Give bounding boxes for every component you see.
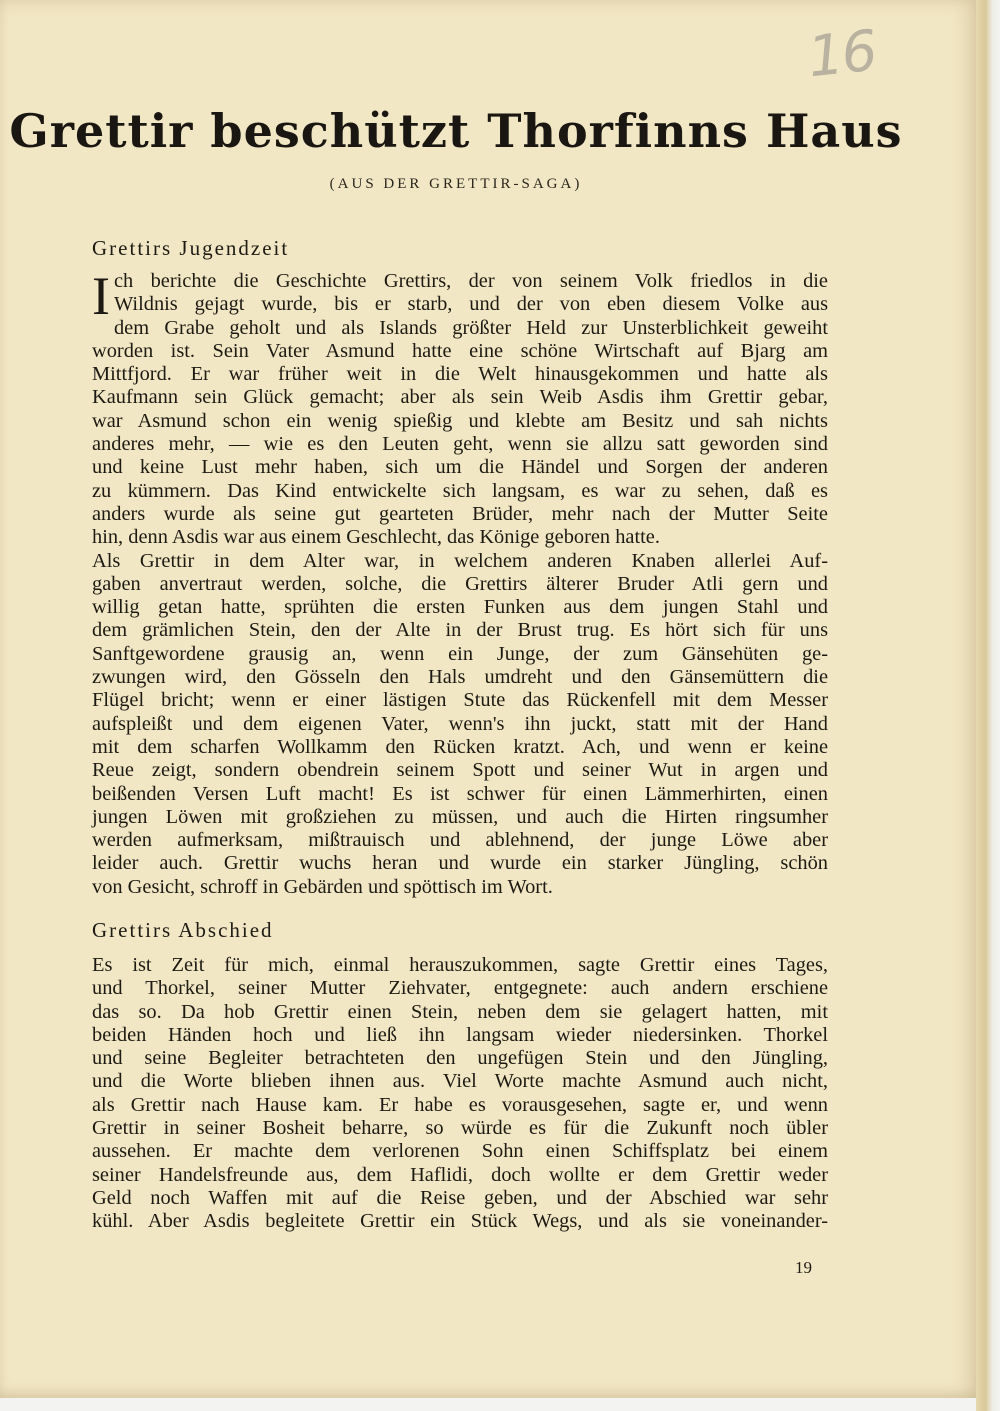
text-line: Es ist Zeit für mich, einmal herauszukommen, sagte Grettir eines Tages, <box>92 954 828 976</box>
text-line: Grettir in seiner Bosheit beharre, so würde es für die Zukunft noch übler <box>92 1117 828 1140</box>
section-heading-jugendzeit: Grettirs Jugendzeit <box>92 236 290 260</box>
text-line: worden ist. Sein Vater Asmund hatte eine schöne Wirtschaft auf Bjarg am <box>92 339 828 362</box>
text-line: dem Grabe geholt und als Islands größter Held zur Unsterblichkeit geweiht <box>113 316 828 339</box>
text-line: beißenden Versen Luft macht! Es ist schwer für einen Lämmerhirten, einen <box>92 782 828 805</box>
text-line: aufspleißt und dem eigenen Vater, wenn's ihn juckt, statt mit der Hand <box>92 712 828 735</box>
text-line: und Thorkel, seiner Mutter Ziehvater, entgegnete: auch andern erschiene <box>92 977 828 1000</box>
text-line: und seine Begleiter betrachteten den ungefügen Stein und den Jüngling, <box>92 1047 828 1070</box>
section-heading-abschied: Grettirs Abschied <box>92 918 274 942</box>
text-line: von Gesicht, schroff in Gebärden und spöttisch im Wort. <box>92 875 553 898</box>
text-line: war Asmund schon ein wenig spießig und klebte am Besitz und sah nichts <box>92 409 828 432</box>
text-line: jungen Löwen mit großziehen zu müssen, und auch die Hirten ringsumher <box>92 805 828 828</box>
text-line: willig getan hatte, sprühten die ersten Funken aus dem jungen Stahl und <box>92 596 828 619</box>
text-line: anders wurde als seine gut gearteten Brüder, mehr nach der Mutter Seite <box>92 502 828 525</box>
text-line: werden aufmerksam, mißtrauisch und ablehnend, der junge Löwe aber <box>92 829 828 852</box>
text-line: seiner Handelsfreunde aus, dem Haflidi, doch wollte er dem Grettir weder <box>92 1163 828 1186</box>
handwritten-page-number: 16 <box>804 18 879 91</box>
text-line: Geld noch Waffen mit auf die Reise geben, und der Abschied war sehr <box>92 1186 828 1209</box>
text-line: beiden Händen hoch und ließ ihn langsam wieder niedersinken. Thorkel <box>92 1023 828 1046</box>
text-line: aussehen. Er machte dem verlorenen Sohn einen Schiffsplatz bei einem <box>92 1140 828 1163</box>
text-line: dem grämlichen Stein, den der Alte in der Brust trug. Es hört sich für uns <box>92 619 828 642</box>
text-line: leider auch. Grettir wuchs heran und wurde ein starker Jüngling, schön <box>92 852 828 875</box>
page-subtitle: (AUS DER GRETTIR-SAGA) <box>329 176 583 192</box>
text-line: zu kümmern. Das Kind entwickelte sich langsam, es war zu sehen, daß es <box>92 479 828 502</box>
text-line: mit dem scharfen Wollkamm den Rücken kratzt. Ach, und wenn er keine <box>92 735 828 758</box>
text-line: Flügel bricht; wenn er einer lästigen Stute das Rückenfell mit dem Messer <box>92 689 828 712</box>
text-line: gaben anvertraut werden, solche, die Grettirs älterer Bruder Atli gern und <box>92 572 828 595</box>
text-line: und keine Lust mehr haben, sich um die Händel und Sorgen der anderen <box>92 456 828 479</box>
text-line: und die Worte blieben ihnen aus. Viel Worte machte Asmund auch nicht, <box>92 1070 828 1093</box>
book-spine <box>976 0 1000 1411</box>
text-line: hin, denn Asdis war aus einem Geschlecht, das Könige geboren hatte. <box>92 526 660 549</box>
section-body-abschied <box>92 954 828 1234</box>
text-line: kühl. Aber Asdis begleitete Grettir ein Stück Wegs, und als sie voneinander- <box>92 1210 828 1233</box>
text-line: Als Grettir in dem Alter war, in welchem anderen Knaben allerlei Auf- <box>92 549 828 572</box>
text-line: ch berichte die Geschichte Grettirs, der von seinem Volk friedlos in die <box>113 270 828 292</box>
text-line: Sanftgewordene grausig an, wenn ein Junge, der zum Gänsehüten ge- <box>92 642 828 665</box>
drop-cap: I <box>92 266 110 326</box>
text-line: anderes mehr, — wie es den Leuten geht, wenn sie allzu satt geworden sind <box>92 433 828 456</box>
text-line: Wildnis gejagt wurde, bis er starb, und der von eben diesem Volke aus <box>113 293 828 316</box>
text-line: Mittfjord. Er war früher weit in die Welt hinausgekommen und hatte als <box>92 363 828 386</box>
text-line: Kaufmann sein Glück gemacht; aber als sein Weib Asdis ihm Grettir gebar, <box>92 386 828 409</box>
text-line: zwungen wird, den Gösseln den Hals umdreht und den Gänsemüttern die <box>92 666 828 689</box>
page-title: Grettir beschützt Thorfinns Haus <box>9 104 903 158</box>
text-line: Reue zeigt, sondern obendrein seinem Spott und seiner Wut in argen und <box>92 759 828 782</box>
text-line: als Grettir nach Hause kam. Er habe es vorausgesehen, sagte er, und wenn <box>92 1093 828 1116</box>
text-line: das so. Da hob Grettir einen Stein, neben dem sie gelagert hatten, mit <box>92 1000 828 1023</box>
section-body-jugendzeit <box>92 266 828 899</box>
page-number: 19 <box>795 1258 812 1277</box>
